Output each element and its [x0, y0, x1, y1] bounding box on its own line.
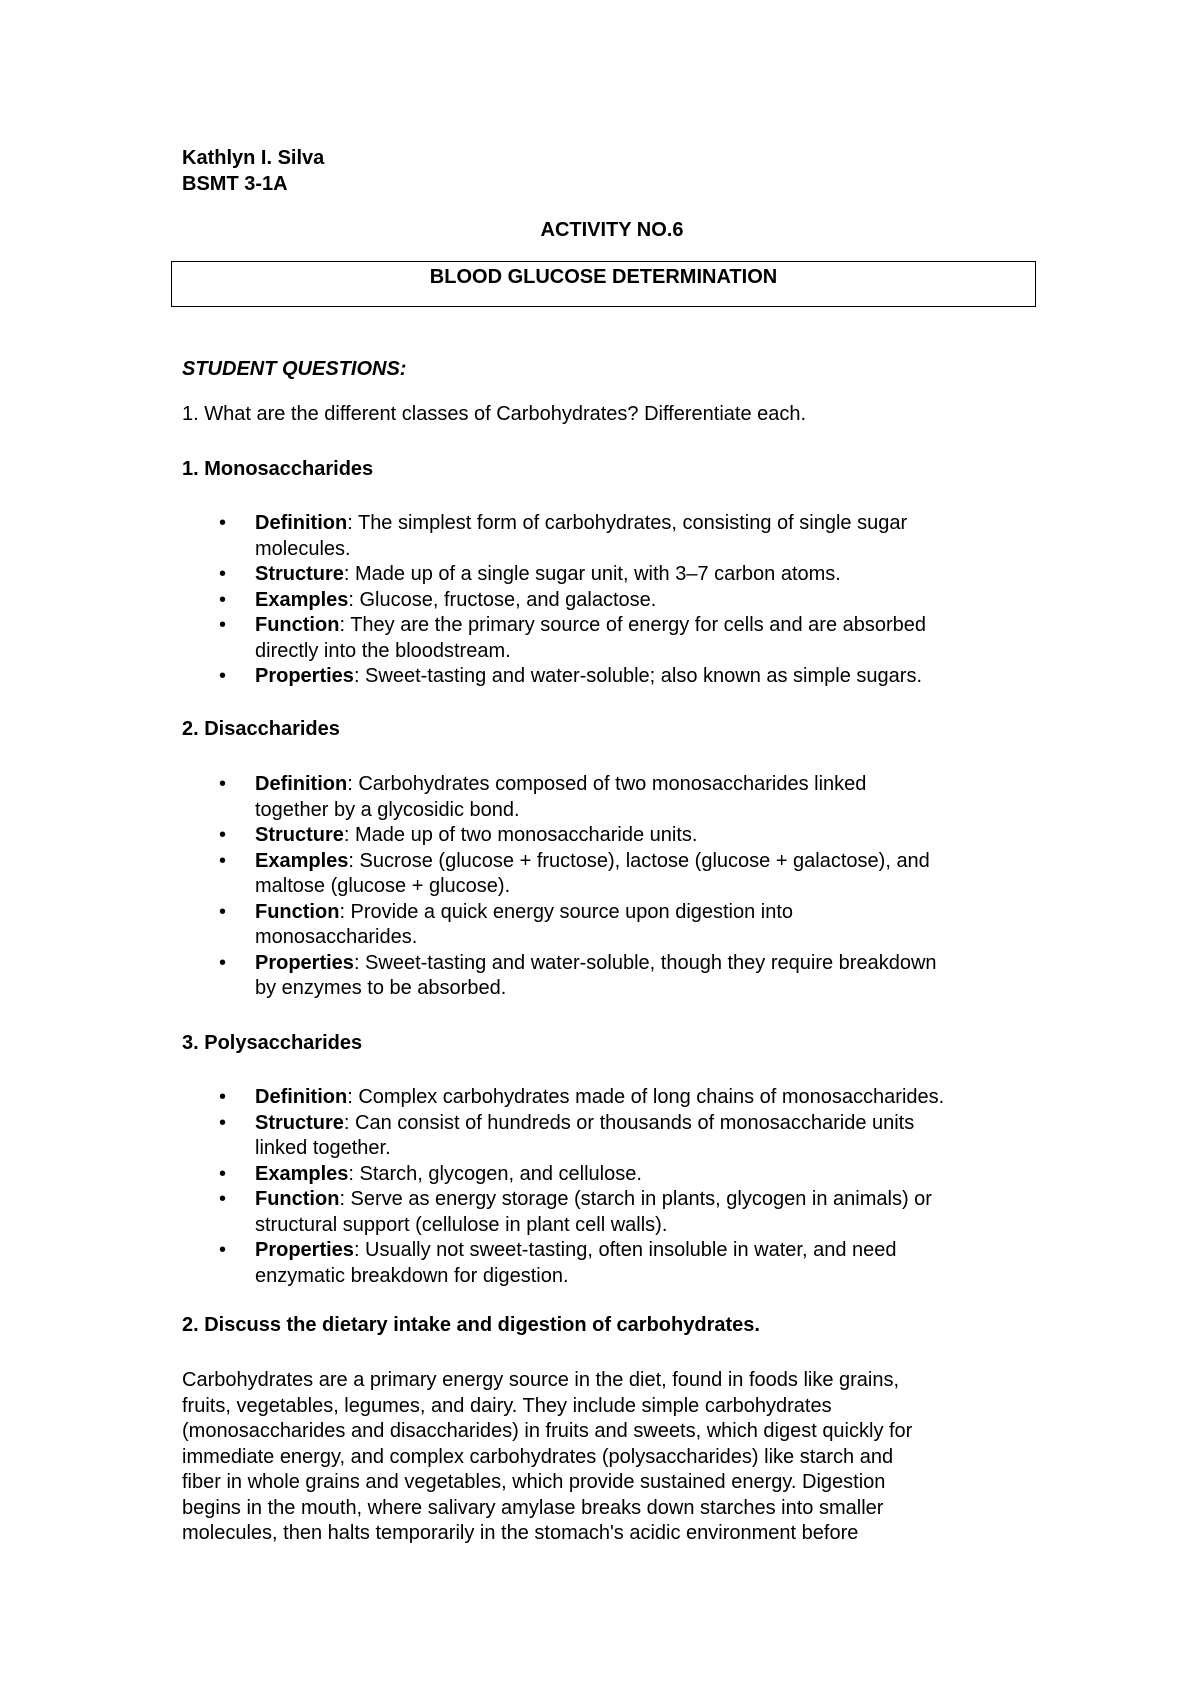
- document-title: BLOOD GLUCOSE DETERMINATION: [429, 266, 778, 288]
- author-name: Kathlyn I. Silva: [182, 147, 325, 169]
- bullet-icon: •: [219, 824, 227, 846]
- list-item: • Definition: The simplest form of carbohydrates, consisting of single sugar molecules.: [219, 512, 908, 560]
- bullet-icon: •: [219, 614, 227, 636]
- paragraph-line: molecules, then halts temporarily in the stomach's acidic environment before: [182, 1522, 859, 1544]
- list-polysaccharides: [182, 1085, 1042, 1289]
- list-item: • Function: Provide a quick energy source upon digestion into monosaccharides.: [219, 900, 794, 948]
- bullet-icon: •: [219, 1086, 227, 1108]
- question-1: 1. What are the different classes of Carbohydrates? Differentiate each.: [182, 403, 807, 425]
- author-section: BSMT 3-1A: [182, 173, 288, 195]
- list-item: • Examples: Glucose, fructose, and galactose.: [182, 588, 1042, 614]
- list-item: • Definition: Complex carbohydrates made of long chains of monosaccharides.: [182, 1085, 1042, 1111]
- list-item: • Properties: Sweet-tasting and water-soluble; also known as simple sugars.: [182, 664, 1042, 690]
- list-item: • Examples: Sucrose (glucose + fructose), lactose (glucose + galactose), and maltose (glucose + glucose).: [219, 849, 930, 897]
- bullet-icon: •: [219, 1188, 227, 1210]
- list-item: • Definition: Carbohydrates composed of two monosaccharides linked together by a glycosidic bond.: [219, 773, 867, 821]
- list-item: • Examples: Starch, glycogen, and cellulose.: [182, 1162, 1042, 1188]
- bullet-icon: •: [219, 951, 227, 974]
- student-questions-label: STUDENT QUESTIONS:: [182, 358, 407, 380]
- list-item: • Structure: Made up of a single sugar unit, with 3–7 carbon atoms.: [182, 562, 1042, 588]
- answer-2-paragraph: [182, 1368, 1042, 1547]
- paragraph-line: (monosaccharides and disaccharides) in fruits and sweets, which digest quickly for: [182, 1420, 913, 1442]
- list-disaccharides: [182, 772, 1042, 1002]
- bullet-icon: •: [219, 1239, 227, 1261]
- list-item: • Structure: Can consist of hundreds or thousands of monosaccharide units linked together.: [219, 1111, 915, 1159]
- paragraph-line: immediate energy, and complex carbohydrates (polysaccharides) like starch and: [182, 1445, 894, 1468]
- paragraph-line: fiber in whole grains and vegetables, which provide sustained energy. Digestion: [182, 1471, 886, 1493]
- list-item: • Properties: Sweet-tasting and water-soluble, though they require breakdown by enzymes to be absorbed.: [219, 951, 937, 999]
- list-monosaccharides: [182, 511, 1042, 690]
- bullet-icon: •: [219, 849, 227, 872]
- bullet-icon: •: [219, 563, 227, 585]
- list-item: • Function: They are the primary source of energy for cells and are absorbed directly into the bloodstream.: [219, 614, 927, 662]
- bullet-icon: •: [219, 588, 227, 611]
- paragraph-line: begins in the mouth, where salivary amylase breaks down starches into smaller: [182, 1496, 884, 1519]
- list-item: • Structure: Made up of two monosaccharide units.: [182, 823, 1042, 849]
- class-heading-polysaccharides: 3. Polysaccharides: [182, 1032, 363, 1054]
- list-item: • Properties: Usually not sweet-tasting, often insoluble in water, and need enzymatic breakdown for digestion.: [219, 1239, 897, 1287]
- activity-title: ACTIVITY NO.6: [540, 219, 684, 241]
- class-heading-disaccharides: 2. Disaccharides: [182, 718, 340, 740]
- bullet-icon: •: [219, 1111, 227, 1134]
- list-item: • Function: Serve as energy storage (starch in plants, glycogen in animals) or structural support (cellulose in plant cell walls).: [219, 1188, 932, 1236]
- paragraph-line: fruits, vegetables, legumes, and dairy. They include simple carbohydrates: [182, 1394, 832, 1417]
- bullet-icon: •: [219, 512, 227, 534]
- bullet-icon: •: [219, 773, 227, 795]
- bullet-icon: •: [219, 900, 227, 923]
- question-2: 2. Discuss the dietary intake and digestion of carbohydrates.: [182, 1314, 760, 1336]
- title-box: [171, 261, 1036, 307]
- paragraph-line: Carbohydrates are a primary energy source in the diet, found in foods like grains,: [182, 1369, 900, 1391]
- class-heading-monosaccharides: 1. Monosaccharides: [182, 458, 374, 480]
- bullet-icon: •: [219, 665, 227, 687]
- bullet-icon: •: [219, 1162, 227, 1185]
